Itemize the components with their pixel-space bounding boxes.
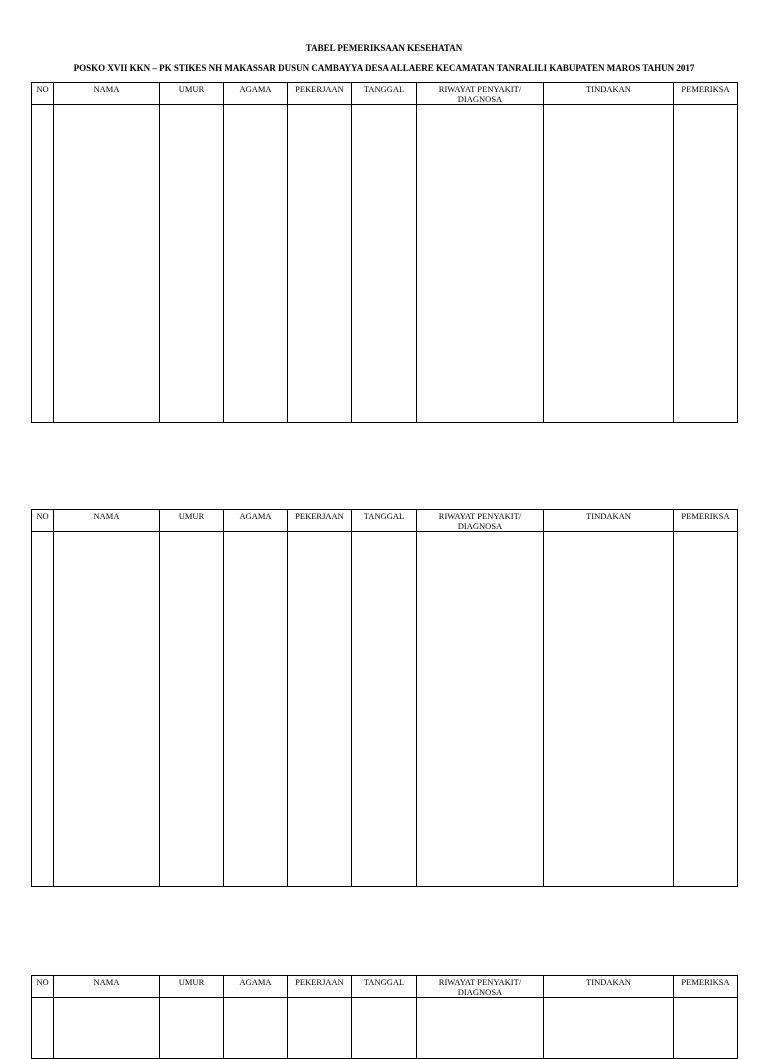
header-pemeriksa: PEMERIKSA [674, 510, 738, 532]
table-row [32, 532, 738, 887]
header-riwayat: RIWAYAT PENYAKIT/ DIAGNOSA [417, 510, 544, 532]
cell-riwayat [417, 998, 544, 1059]
cell-tindakan [544, 998, 674, 1059]
header-nama: NAMA [54, 83, 160, 105]
header-no: NO [32, 976, 54, 998]
cell-tindakan [544, 532, 674, 887]
cell-no [32, 105, 54, 423]
cell-agama [224, 105, 288, 423]
cell-agama [224, 532, 288, 887]
cell-riwayat [417, 532, 544, 887]
cell-tanggal [352, 105, 417, 423]
cell-pemeriksa [674, 105, 738, 423]
document-title: TABEL PEMERIKSAAN KESEHATAN [305, 43, 463, 53]
exam-table-1 [31, 82, 738, 423]
cell-agama [224, 998, 288, 1059]
cell-pemeriksa [674, 998, 738, 1059]
cell-tanggal [352, 998, 417, 1059]
header-nama: NAMA [54, 976, 160, 998]
header-pekerjaan: PEKERJAAN [288, 976, 352, 998]
header-agama: AGAMA [224, 83, 288, 105]
cell-umur [160, 532, 224, 887]
cell-pekerjaan [288, 998, 352, 1059]
cell-umur [160, 105, 224, 423]
header-umur: UMUR [160, 510, 224, 532]
header-pekerjaan: PEKERJAAN [288, 510, 352, 532]
exam-table-3 [31, 975, 738, 1059]
header-riwayat: RIWAYAT PENYAKIT/ DIAGNOSA [417, 976, 544, 998]
header-pemeriksa: PEMERIKSA [674, 83, 738, 105]
cell-no [32, 532, 54, 887]
cell-riwayat [417, 105, 544, 423]
header-tanggal: TANGGAL [352, 83, 417, 105]
header-pemeriksa: PEMERIKSA [674, 976, 738, 998]
header-tindakan: TINDAKAN [544, 976, 674, 998]
cell-pemeriksa [674, 532, 738, 887]
header-tanggal: TANGGAL [352, 976, 417, 998]
header-agama: AGAMA [224, 976, 288, 998]
cell-nama [54, 998, 160, 1059]
table-header-row [32, 510, 738, 532]
header-tindakan: TINDAKAN [544, 510, 674, 532]
header-nama: NAMA [54, 510, 160, 532]
header-umur: UMUR [160, 976, 224, 998]
cell-nama [54, 532, 160, 887]
cell-tanggal [352, 532, 417, 887]
cell-umur [160, 998, 224, 1059]
header-no: NO [32, 83, 54, 105]
table-row [32, 105, 738, 423]
header-agama: AGAMA [224, 510, 288, 532]
header-tanggal: TANGGAL [352, 510, 417, 532]
document-subtitle: POSKO XVII KKN – PK STIKES NH MAKASSAR DUSUN CAMBAYYA DESA ALLAERE KECAMATAN TANRALILI KABUPATEN MAROS TAHUN 2017 [73, 63, 695, 73]
header-umur: UMUR [160, 83, 224, 105]
cell-nama [54, 105, 160, 423]
header-riwayat: RIWAYAT PENYAKIT/ DIAGNOSA [417, 83, 544, 105]
table-header-row [32, 976, 738, 998]
cell-pekerjaan [288, 532, 352, 887]
table-header-row [32, 83, 738, 105]
cell-no [32, 998, 54, 1059]
header-tindakan: TINDAKAN [544, 83, 674, 105]
table-row [32, 998, 738, 1059]
header-no: NO [32, 510, 54, 532]
exam-table-2 [31, 509, 738, 887]
header-pekerjaan: PEKERJAAN [288, 83, 352, 105]
cell-pekerjaan [288, 105, 352, 423]
cell-tindakan [544, 105, 674, 423]
